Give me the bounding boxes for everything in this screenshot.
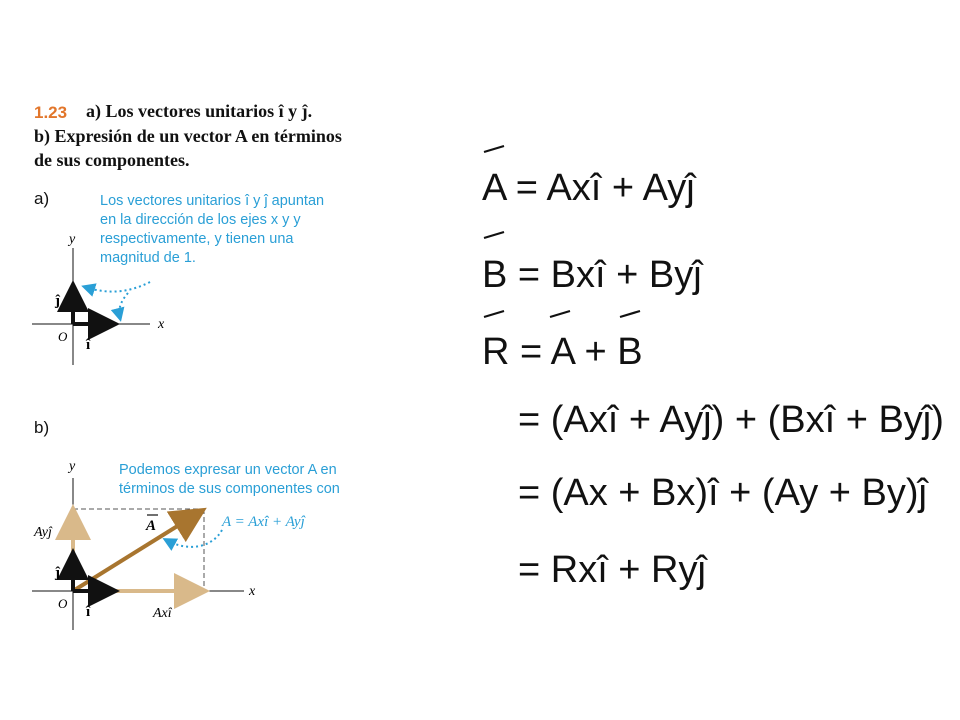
part-a-note-line-4: magnitud de 1. bbox=[100, 250, 196, 266]
equation-line-1: A = Axî + Ayĵ bbox=[482, 167, 695, 209]
equation-line-6: = Rxî + Ryĵ bbox=[518, 549, 706, 591]
j-hat-label-b: ĵ bbox=[55, 565, 60, 581]
equation-line-4: = (Axî + Ayĵ) + (Bxî + Byĵ) bbox=[518, 399, 944, 441]
equation-line-3: R = A + B bbox=[482, 331, 643, 373]
part-b-note-line-1: Podemos expresar un vector A en bbox=[119, 462, 337, 478]
part-a-label: a) bbox=[34, 189, 50, 208]
origin-label-b: O bbox=[58, 596, 68, 611]
part-b-note-equation: A = Axî + Ayĵ bbox=[222, 514, 305, 530]
y-axis-label-b: y bbox=[69, 459, 76, 474]
figure-number: 1.23 bbox=[34, 103, 68, 122]
y-component-label: Ayĵ bbox=[34, 525, 52, 540]
part-b-label: b) bbox=[34, 418, 50, 437]
origin-label-a: O bbox=[58, 329, 68, 344]
i-hat-label-a: î bbox=[86, 337, 91, 353]
equation-line-5: = (Ax + Bx)î + (Ay + By)ĵ bbox=[518, 472, 927, 514]
part-a-note-line-2: en la dirección de los ejes x y y bbox=[100, 212, 301, 228]
caption-line-3: de sus componentes. bbox=[34, 150, 190, 170]
caption-line-1: a) Los vectores unitarios î y ĵ. bbox=[86, 101, 313, 121]
j-hat-label-a: ĵ bbox=[55, 293, 60, 309]
vector-arrow-r bbox=[484, 311, 504, 317]
part-a-note-line-3: respectivamente, y tienen una bbox=[100, 231, 294, 247]
y-axis-label-a: y bbox=[69, 232, 76, 247]
x-axis-label-b: x bbox=[249, 584, 256, 599]
part-a-note-line-1: Los vectores unitarios î y ĵ apuntan bbox=[100, 193, 325, 209]
vector-arrow-b1 bbox=[484, 232, 504, 238]
vector-arrow-a2 bbox=[550, 311, 570, 317]
x-component-label: Axî bbox=[153, 606, 172, 621]
caption-line-2: b) Expresión de un vector A en términos bbox=[34, 126, 342, 146]
part-b-note-line-2: términos de sus componentes con bbox=[119, 481, 340, 497]
x-axis-label-a: x bbox=[158, 317, 165, 332]
equation-line-2: B = Bxî + Byĵ bbox=[482, 254, 702, 296]
vector-arrow-b2 bbox=[620, 311, 640, 317]
i-hat-label-b: î bbox=[86, 604, 91, 620]
vector-arrow-a1 bbox=[484, 146, 504, 152]
vector-a-label: A bbox=[146, 518, 157, 534]
